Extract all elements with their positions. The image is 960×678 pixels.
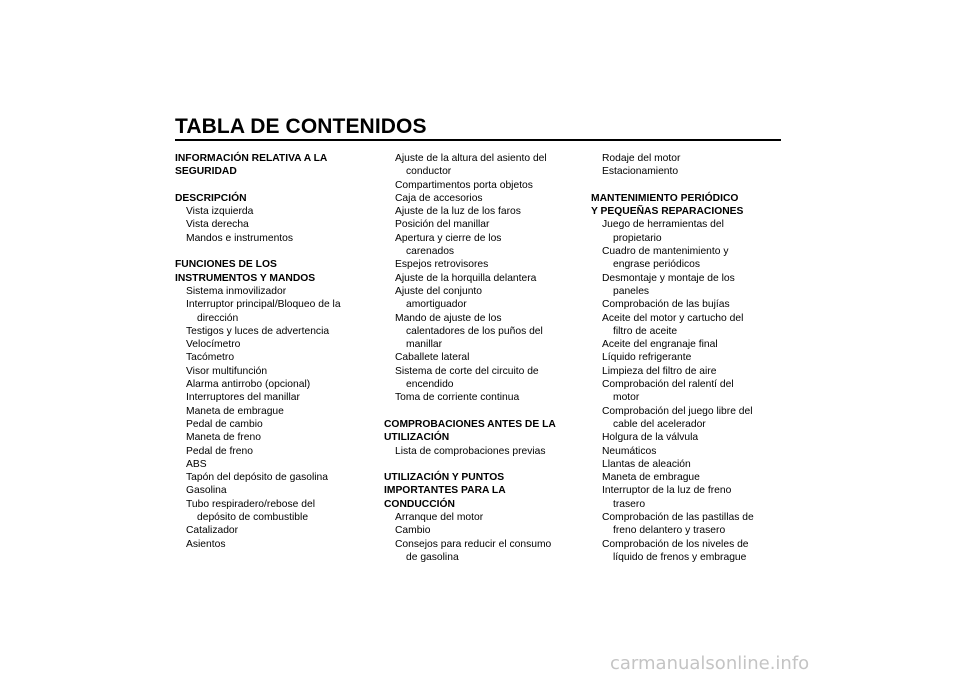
toc-entry-text: Gasolina	[186, 485, 227, 497]
toc-entry-text: Posición del manillar	[395, 219, 490, 231]
toc-section-heading	[175, 258, 365, 271]
toc-entry-text: Toma de corriente continua	[395, 392, 520, 404]
toc-section-heading	[175, 192, 365, 205]
toc-entry	[591, 232, 781, 245]
toc-entry	[175, 218, 365, 231]
toc-section-heading	[384, 471, 572, 484]
toc-entry	[384, 391, 572, 404]
toc-entry	[591, 538, 781, 551]
toc-entry-text: Lista de comprobaciones previas	[395, 445, 546, 457]
toc-entry-text: SEGURIDAD	[175, 166, 237, 178]
toc-entry-text: Visor multifunción	[186, 365, 268, 377]
toc-entry	[384, 511, 572, 524]
toc-entry-text: Maneta de embrague	[602, 472, 700, 484]
toc-entry	[591, 405, 781, 418]
toc-entry-text: Comprobación de las bujías	[602, 299, 730, 311]
toc-entry-text: Holgura de la válvula	[602, 432, 699, 444]
toc-entry-text: Llantas de aleación	[602, 458, 691, 470]
toc-entry	[175, 458, 365, 471]
toc-section-heading	[591, 192, 781, 205]
toc-entry	[175, 378, 365, 391]
toc-entry-text: amortiguador	[406, 299, 467, 311]
toc-entry	[384, 551, 572, 564]
toc-entry	[384, 325, 572, 338]
toc-entry	[175, 498, 365, 511]
toc-entry-text: dirección	[197, 312, 239, 324]
toc-entry-text: IMPORTANTES PARA LA	[384, 485, 506, 497]
toc-entry-text: Espejos retrovisores	[395, 259, 489, 271]
toc-entry	[175, 338, 365, 351]
toc-entry	[591, 351, 781, 364]
toc-column-1	[175, 152, 365, 551]
toc-entry	[591, 391, 781, 404]
toc-entry-text: Ajuste del conjunto	[395, 285, 483, 297]
toc-entry	[384, 285, 572, 298]
toc-entry-text: líquido de frenos y embrague	[613, 551, 747, 563]
toc-entry-text: Velocímetro	[186, 339, 241, 351]
toc-entry	[175, 365, 365, 378]
toc-entry-text: de gasolina	[406, 551, 459, 563]
toc-entry	[384, 218, 572, 231]
toc-entry	[175, 484, 365, 497]
toc-entry-text: Sistema inmovilizador	[186, 285, 287, 297]
toc-entry-text: freno delantero y trasero	[613, 525, 726, 537]
toc-entry-text: Tubo respiradero/rebose del	[186, 498, 315, 510]
toc-entry-text: Asientos	[186, 538, 226, 550]
toc-entry	[384, 538, 572, 551]
toc-entry-text: Y PEQUEÑAS REPARACIONES	[591, 206, 744, 218]
toc-entry	[384, 298, 572, 311]
toc-entry	[591, 218, 781, 231]
toc-section-heading	[384, 498, 572, 511]
toc-entry-text: Arranque del motor	[395, 512, 484, 524]
toc-entry-text: Apertura y cierre de los	[395, 232, 502, 244]
toc-entry-text: Tacómetro	[186, 352, 235, 364]
toc-entry	[175, 285, 365, 298]
toc-entry	[384, 232, 572, 245]
toc-entry-text: Vista izquierda	[186, 206, 254, 218]
toc-entry-text: Comprobación del juego libre del	[602, 405, 753, 417]
toc-entry-text: Interruptores del manillar	[186, 392, 300, 404]
toc-entry-text: Aceite del motor y cartucho del	[602, 312, 744, 324]
toc-entry	[591, 431, 781, 444]
toc-entry	[175, 312, 365, 325]
toc-entry	[384, 152, 572, 165]
toc-entry	[175, 524, 365, 537]
toc-entry-text: depósito de combustible	[197, 512, 309, 524]
toc-entry-text: Interruptor de la luz de freno	[602, 485, 732, 497]
toc-entry-text: ABS	[186, 458, 207, 470]
toc-entry-text: CONDUCCIÓN	[384, 498, 455, 510]
toc-entry-text: UTILIZACIÓN	[384, 432, 450, 444]
toc-entry	[591, 524, 781, 537]
toc-entry-text: Cambio	[395, 525, 431, 537]
toc-entry	[175, 298, 365, 311]
toc-entry	[384, 245, 572, 258]
toc-entry-text: Mandos e instrumentos	[186, 232, 294, 244]
toc-entry-text: motor	[613, 392, 640, 404]
toc-entry	[591, 418, 781, 431]
section-gap	[384, 405, 572, 418]
toc-entry-text: Cuadro de mantenimiento y	[602, 246, 729, 258]
toc-entry-text: Neumáticos	[602, 445, 657, 457]
toc-entry	[384, 192, 572, 205]
toc-entry	[591, 484, 781, 497]
toc-entry-text: Líquido refrigerante	[602, 352, 692, 364]
toc-entry-text: Mando de ajuste de los	[395, 312, 502, 324]
toc-entry	[384, 165, 572, 178]
toc-entry	[591, 511, 781, 524]
toc-entry-text: cable del acelerador	[613, 418, 706, 430]
toc-entry	[384, 445, 572, 458]
toc-entry	[175, 232, 365, 245]
toc-entry-text: Caja de accesorios	[395, 192, 483, 204]
toc-entry	[591, 245, 781, 258]
toc-section-heading	[384, 418, 572, 431]
toc-entry	[384, 258, 572, 271]
toc-entry-text: MANTENIMIENTO PERIÓDICO	[591, 192, 739, 204]
toc-entry-text: Testigos y luces de advertencia	[186, 325, 330, 337]
section-gap	[175, 245, 365, 258]
toc-entry	[591, 498, 781, 511]
toc-entry-text: FUNCIONES DE LOS	[175, 259, 277, 271]
toc-entry-text: Pedal de cambio	[186, 418, 263, 430]
toc-column-3	[591, 152, 781, 564]
toc-entry	[591, 152, 781, 165]
page-title: TABLA DE CONTENIDOS	[175, 115, 427, 138]
toc-entry	[591, 272, 781, 285]
section-gap	[591, 179, 781, 192]
toc-entry	[591, 325, 781, 338]
toc-section-heading	[384, 484, 572, 497]
toc-entry	[591, 445, 781, 458]
toc-entry	[175, 405, 365, 418]
toc-entry-text: Caballete lateral	[395, 352, 470, 364]
toc-entry	[175, 431, 365, 444]
toc-entry-text: Pedal de freno	[186, 445, 253, 457]
toc-entry-text: encendido	[406, 379, 454, 391]
toc-entry	[175, 351, 365, 364]
toc-entry-text: paneles	[613, 285, 650, 297]
toc-entry	[591, 298, 781, 311]
toc-entry	[384, 378, 572, 391]
toc-section-heading	[175, 165, 365, 178]
toc-entry	[384, 351, 572, 364]
toc-entry-text: Catalizador	[186, 525, 239, 537]
toc-entry-text: COMPROBACIONES ANTES DE LA	[384, 418, 556, 430]
toc-entry	[175, 538, 365, 551]
toc-entry	[384, 179, 572, 192]
toc-entry	[591, 551, 781, 564]
toc-entry	[591, 258, 781, 271]
toc-entry	[384, 338, 572, 351]
toc-entry	[591, 365, 781, 378]
title-rule	[175, 139, 781, 141]
toc-entry	[175, 511, 365, 524]
toc-entry-text: Juego de herramientas del	[602, 219, 724, 231]
toc-section-heading	[175, 272, 365, 285]
toc-entry-text: carenados	[406, 246, 455, 258]
toc-entry-text: Alarma antirrobo (opcional)	[186, 379, 311, 391]
toc-entry	[384, 524, 572, 537]
toc-entry-text: Interruptor principal/Bloqueo de la	[186, 299, 341, 311]
toc-entry-text: trasero	[613, 498, 646, 510]
toc-entry	[384, 312, 572, 325]
toc-entry-text: DESCRIPCIÓN	[175, 192, 247, 204]
toc-entry-text: Compartimentos porta objetos	[395, 179, 533, 191]
toc-entry	[175, 418, 365, 431]
toc-entry-text: Ajuste de la altura del asiento del	[395, 153, 547, 164]
toc-entry-text: UTILIZACIÓN Y PUNTOS	[384, 472, 505, 484]
toc-entry-text: Rodaje del motor	[602, 153, 681, 164]
toc-entry-text: Comprobación de los niveles de	[602, 538, 749, 550]
toc-entry	[175, 205, 365, 218]
toc-section-heading	[175, 152, 365, 165]
toc-entry-text: manillar	[406, 339, 443, 351]
toc-entry	[591, 458, 781, 471]
toc-entry-text: Vista derecha	[186, 219, 249, 231]
toc-entry-text: Sistema de corte del circuito de	[395, 365, 539, 377]
toc-entry	[175, 391, 365, 404]
toc-entry-text: propietario	[613, 232, 662, 244]
toc-entry-text: Ajuste de la horquilla delantera	[395, 272, 537, 284]
toc-entry	[384, 272, 572, 285]
toc-entry	[175, 471, 365, 484]
toc-entry-text: Estacionamiento	[602, 166, 679, 178]
toc-entry	[591, 338, 781, 351]
toc-entry	[591, 378, 781, 391]
toc-entry	[591, 285, 781, 298]
toc-entry-text: Maneta de embrague	[186, 405, 284, 417]
toc-column-2	[384, 152, 572, 564]
toc-entry-text: calentadores de los puños del	[406, 325, 543, 337]
watermark: carmanualsonline.info	[610, 653, 810, 674]
toc-entry	[384, 205, 572, 218]
toc-entry-text: INFORMACIÓN RELATIVA A LA	[175, 153, 328, 164]
toc-entry	[175, 325, 365, 338]
toc-entry-text: filtro de aceite	[613, 325, 678, 337]
section-gap	[175, 179, 365, 192]
toc-entry-text: Tapón del depósito de gasolina	[186, 472, 328, 484]
toc-section-heading	[591, 205, 781, 218]
toc-entry-text: Consejos para reducir el consumo	[395, 538, 552, 550]
toc-entry	[591, 165, 781, 178]
toc-section-heading	[384, 431, 572, 444]
toc-entry-text: engrase periódicos	[613, 259, 701, 271]
toc-entry-text: Desmontaje y montaje de los	[602, 272, 735, 284]
toc-entry-text: Limpieza del filtro de aire	[602, 365, 717, 377]
toc-entry	[591, 312, 781, 325]
toc-entry-text: Aceite del engranaje final	[602, 339, 718, 351]
section-gap	[384, 458, 572, 471]
toc-entry	[175, 445, 365, 458]
toc-entry-text: Maneta de freno	[186, 432, 261, 444]
toc-entry-text: Ajuste de la luz de los faros	[395, 206, 521, 218]
toc-entry	[384, 365, 572, 378]
toc-entry	[591, 471, 781, 484]
toc-entry-text: Comprobación del ralentí del	[602, 379, 734, 391]
toc-entry-text: Comprobación de las pastillas de	[602, 512, 754, 524]
toc-entry-text: conductor	[406, 166, 452, 178]
toc-entry-text: INSTRUMENTOS Y MANDOS	[175, 272, 316, 284]
